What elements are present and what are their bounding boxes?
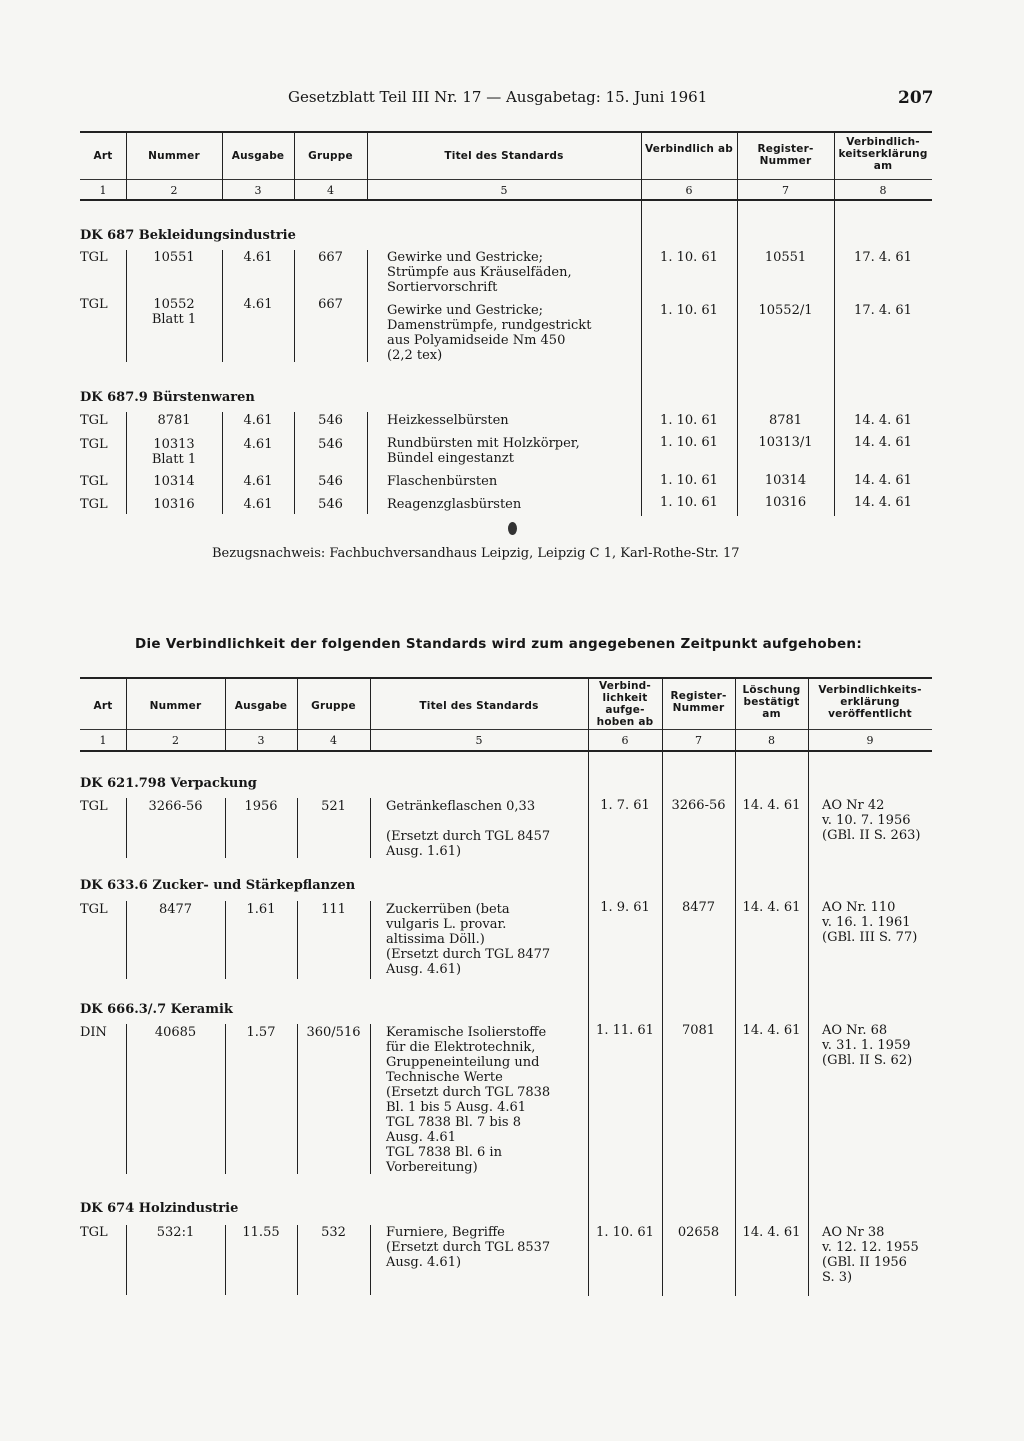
page-header-title: Gesetzblatt Teil III Nr. 17 — Ausgabetag: 15. Juni 1961 [288, 88, 708, 106]
cell-titel: Heizkesselbürsten [387, 413, 509, 428]
t2-colnum: 9 [866, 734, 874, 747]
cell-ab: 1. 11. 61 [596, 1023, 654, 1038]
cell-ab: 1. 10. 61 [660, 303, 718, 318]
table1-top-rule [80, 131, 932, 133]
table1-header-rule [80, 179, 932, 180]
t2-section-title: DK 666.3/.7 Keramik [80, 1002, 233, 1017]
t1-colnum: 5 [500, 184, 508, 197]
cell-gruppe: 546 [318, 413, 343, 428]
cell-gruppe: 546 [318, 497, 343, 512]
cell-reg: 7081 [681, 1023, 716, 1038]
t2-col-aufgehoben: Verbind- lichkeit aufge- hoben ab [596, 680, 654, 728]
t1-section-title: DK 687 Bekleidungsindustrie [80, 228, 296, 243]
table2-top-rule [80, 677, 932, 679]
cell-gruppe: 111 [321, 902, 346, 917]
cell-titel: Gewirke und Gestricke; Strümpfe aus Kräuselfäden, Sortiervorschrift [387, 250, 572, 295]
t1-col-gruppe: Gruppe [308, 150, 353, 162]
t2-colnum: 8 [768, 734, 775, 747]
t2-col-gruppe: Gruppe [311, 700, 356, 712]
section-heading: Die Verbindlichkeit der folgenden Standards wird zum angegebenen Zeitpunkt aufgehoben: [135, 636, 863, 652]
cell-nummer: 10313 Blatt 1 [151, 437, 197, 467]
cell-art: TGL [80, 497, 108, 512]
cell-nummer: 40685 [154, 1025, 197, 1040]
cell-veroeff: AO Nr. 68 v. 31. 1. 1959 (GBl. II S. 62) [822, 1023, 913, 1068]
t1-col-verbindlich-ab: Verbindlich ab [645, 143, 733, 155]
cell-am: 14. 4. 61 [854, 473, 912, 488]
t2-colnum: 1 [99, 734, 107, 747]
cell-ab: 1. 9. 61 [600, 900, 650, 915]
cell-nummer: 10551 [153, 250, 195, 265]
cell-veroeff: AO Nr 42 v. 10. 7. 1956 (GBl. II S. 263) [822, 798, 921, 843]
t2-section-title: DK 633.6 Zucker- und Stärkepflanzen [80, 878, 356, 893]
page-number: 207 [898, 88, 934, 108]
cell-art: TGL [80, 250, 108, 265]
cell-titel: Keramische Isolierstoffe für die Elektrotechnik, Gruppeneinteilung und Technische Werte (Ersetzt durch TGL 7838 Bl. 1 bis 5 Ausg. 4.61 TGL 7838 Bl. 7 bis 8 Ausg. 4.61 TGL 7838 Bl. 6 in Vorbereitung) [386, 1025, 551, 1175]
cell-reg: 8781 [768, 413, 803, 428]
cell-nummer: 10314 [153, 474, 195, 489]
cell-nummer: 10316 [153, 497, 195, 512]
cell-am: 14. 4. 61 [854, 435, 912, 450]
cell-nummer: 8781 [157, 413, 191, 428]
cell-art: DIN [80, 1025, 107, 1040]
cell-ausgabe: 4.61 [243, 413, 273, 428]
cell-gruppe: 667 [318, 297, 343, 312]
cell-art: TGL [80, 474, 108, 489]
t2-colnum: 2 [172, 734, 179, 747]
t2-col-titel: Titel des Standards [419, 700, 539, 712]
t2-colnum: 3 [257, 734, 265, 747]
cell-nummer: 8477 [158, 902, 193, 917]
cell-gruppe: 521 [321, 799, 346, 814]
cell-ab: 1. 10. 61 [596, 1225, 654, 1240]
cell-ab: 1. 10. 61 [660, 250, 718, 265]
t2-section-title: DK 674 Holzindustrie [80, 1201, 239, 1216]
t1-colnum: 2 [170, 184, 178, 197]
t2-col-art: Art [93, 700, 113, 712]
t1-colnum: 8 [879, 184, 887, 197]
cell-titel: Rundbürsten mit Holzkörper, Bündel eingestanzt [387, 436, 580, 466]
t2-col-register: Register- Nummer [670, 690, 727, 714]
t1-colnum: 7 [782, 184, 789, 197]
t2-colnum: 5 [475, 734, 483, 747]
t1-colnum: 1 [99, 184, 107, 197]
table2-numbers-rule [80, 750, 932, 752]
cell-reg: 8477 [681, 900, 716, 915]
table1-numbers-rule [80, 199, 932, 201]
t1-col-register: Register- Nummer [757, 143, 814, 167]
t1-col-erklaerung: Verbindlich- keitserklärung am [838, 136, 928, 172]
cell-loesch: 14. 4. 61 [742, 900, 801, 915]
cell-ausgabe: 11.55 [242, 1225, 280, 1240]
cell-reg: 10552/1 [758, 303, 813, 318]
t2-colnum: 7 [695, 734, 702, 747]
cell-ausgabe: 4.61 [243, 437, 273, 452]
cell-gruppe: 667 [318, 250, 343, 265]
t2-colnum: 4 [330, 734, 337, 747]
cell-loesch: 14. 4. 61 [742, 1225, 801, 1240]
cell-art: TGL [80, 1225, 108, 1240]
cell-am: 17. 4. 61 [854, 303, 912, 318]
t1-colnum: 6 [685, 184, 693, 197]
cell-reg: 10551 [764, 250, 807, 265]
cell-gruppe: 546 [318, 474, 343, 489]
t2-section-title: DK 621.798 Verpackung [80, 776, 257, 791]
cell-nummer: 10552 Blatt 1 [151, 297, 197, 327]
cell-loesch: 14. 4. 61 [742, 1023, 801, 1038]
cell-veroeff: AO Nr. 110 v. 16. 1. 1961 (GBl. III S. 77) [822, 900, 918, 945]
cell-reg: 3266-56 [671, 798, 726, 813]
cell-titel: Gewirke und Gestricke; Damenstrümpfe, rundgestrickt aus Polyamidseide Nm 450 (2,2 tex) [387, 303, 592, 363]
cell-am: 14. 4. 61 [854, 495, 912, 510]
cell-ausgabe: 4.61 [243, 497, 273, 512]
t2-col-loeschung: Löschung bestätigt am [742, 684, 801, 720]
cell-titel: Getränkeflaschen 0,33 (Ersetzt durch TGL 8457 Ausg. 1.61) [386, 799, 551, 859]
bezugsnachweis: Bezugsnachweis: Fachbuchversandhaus Leipzig, Leipzig C 1, Karl-Rothe-Str. 17 [212, 546, 740, 561]
t1-col-art: Art [93, 150, 113, 162]
cell-am: 14. 4. 61 [854, 413, 912, 428]
cell-ab: 1. 10. 61 [660, 473, 718, 488]
cell-ausgabe: 1956 [244, 799, 278, 814]
cell-ausgabe: 4.61 [243, 474, 273, 489]
t1-col-titel: Titel des Standards [444, 150, 564, 162]
cell-reg: 02658 [677, 1225, 720, 1240]
t2-col-nummer: Nummer [149, 700, 202, 712]
cell-art: TGL [80, 297, 108, 312]
cell-ab: 1. 10. 61 [660, 495, 718, 510]
cell-nummer: 532:1 [156, 1225, 195, 1240]
cell-am: 17. 4. 61 [854, 250, 912, 265]
cell-ausgabe: 4.61 [243, 297, 273, 312]
t1-col-ausgabe: Ausgabe [231, 150, 285, 162]
cell-ausgabe: 1.61 [246, 902, 276, 917]
cell-gruppe: 360/516 [306, 1025, 361, 1040]
cell-ausgabe: 4.61 [243, 250, 273, 265]
cell-ab: 1. 7. 61 [600, 798, 650, 813]
ink-mark [508, 522, 517, 535]
cell-titel: Flaschenbürsten [387, 474, 498, 489]
cell-nummer: 3266-56 [148, 799, 203, 814]
cell-art: TGL [80, 799, 108, 814]
t1-section-title: DK 687.9 Bürstenwaren [80, 390, 255, 405]
cell-titel: Reagenzglasbürsten [387, 497, 522, 512]
t1-col-nummer: Nummer [148, 150, 200, 162]
t1-colnum: 3 [254, 184, 262, 197]
cell-art: TGL [80, 437, 108, 452]
cell-art: TGL [80, 902, 108, 917]
cell-reg: 10313/1 [758, 435, 813, 450]
cell-reg: 10314 [764, 473, 807, 488]
cell-titel: Zuckerrüben (beta vulgaris L. provar. altissima Döll.) (Ersetzt durch TGL 8477 Ausg. 4.61) [386, 902, 551, 977]
cell-titel: Furniere, Begriffe (Ersetzt durch TGL 8537 Ausg. 4.61) [386, 1225, 551, 1270]
t2-colnum: 6 [621, 734, 629, 747]
t2-col-veroeffentlicht: Verbindlichkeits- erklärung veröffentlicht [818, 684, 922, 720]
t2-col-ausgabe: Ausgabe [234, 700, 288, 712]
t1-colnum: 4 [327, 184, 334, 197]
cell-gruppe: 546 [318, 437, 343, 452]
cell-art: TGL [80, 413, 108, 428]
cell-gruppe: 532 [321, 1225, 346, 1240]
cell-reg: 10316 [764, 495, 807, 510]
table2-header-rule [80, 729, 932, 730]
cell-loesch: 14. 4. 61 [742, 798, 801, 813]
cell-ausgabe: 1.57 [246, 1025, 276, 1040]
cell-ab: 1. 10. 61 [660, 413, 718, 428]
cell-ab: 1. 10. 61 [660, 435, 718, 450]
cell-veroeff: AO Nr 38 v. 12. 12. 1955 (GBl. II 1956 S. 3) [822, 1225, 919, 1285]
